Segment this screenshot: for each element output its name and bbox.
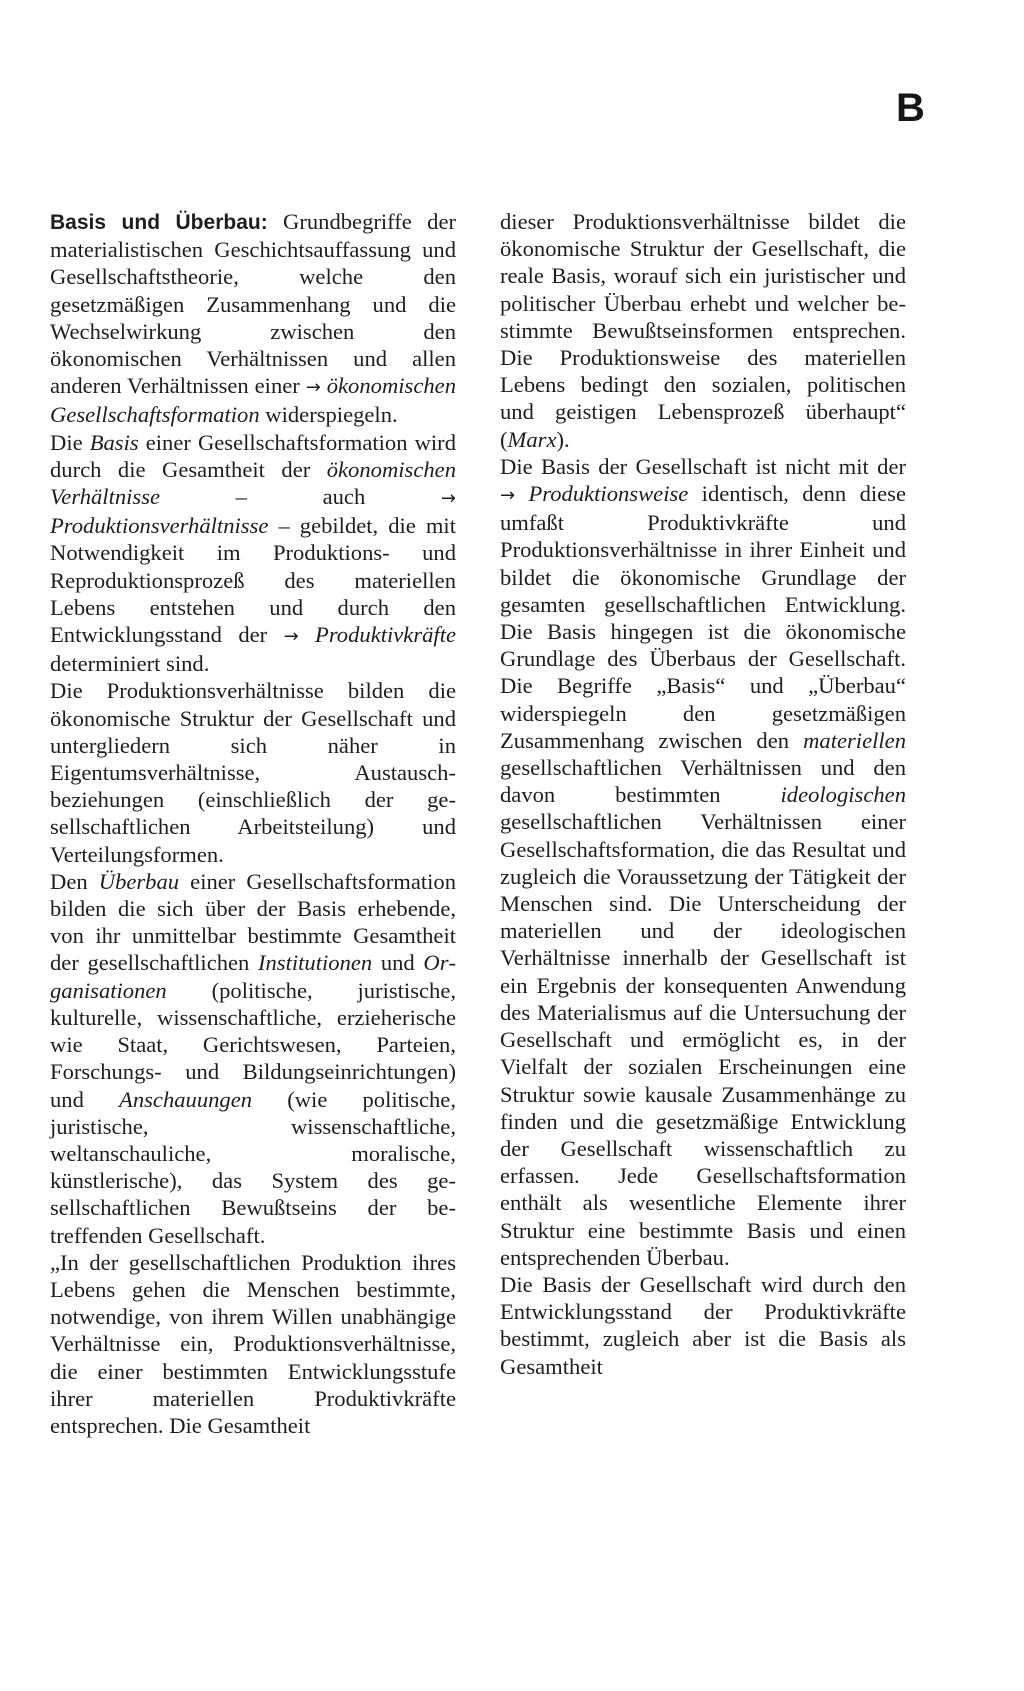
productive-forces-paragraph [500, 1271, 906, 1380]
text-run: und [372, 950, 424, 976]
production-relations-paragraph [50, 677, 456, 867]
section-letter: B [896, 86, 925, 130]
text-run: (politische, juristische, kulturelle, wissenschaftliche, erzieherische wie Staat, Gerichtswesen, Parteien, Forschungs- und Bildungseinrichtungen) und [50, 977, 456, 1112]
entry-term: Basis und Überbau: [50, 211, 268, 234]
text-run: (wie politische, juristische, wissenschaftliche, weltanschauliche, moralische, künstlerische), das System des gesellschaftlichen Bewußtseins der betreffenden Gesellschaft. [50, 1086, 456, 1248]
text-run: einer Gesellschaftsformation wird durch die Gesamtheit der [50, 429, 456, 482]
basis-paragraph [50, 429, 456, 678]
mode-of-production-paragraph [500, 453, 906, 1271]
text-run: Die [50, 429, 90, 455]
text-run: – auch [160, 484, 441, 510]
text-run: gesellschaftlichen Verhältnissen und den davon bestimmten [500, 755, 906, 808]
text-run: widerspiegeln. [259, 402, 398, 428]
text-run: determiniert sind. [50, 651, 210, 677]
cross-reference-link[interactable]: Produktivkräfte [315, 622, 457, 648]
emphasis-text: Marx [507, 426, 557, 452]
quotation-paragraph [50, 1249, 456, 1439]
text-run: Die Produktionsverhältnisse bilden die ökonomische Struktur der Gesellschaft und untergliedern sich näher in Eigentumsverhältnisse, Austauschbeziehungen (einschließlich der gesellschaftlichen Arbeitsteilung) und Verteilungsformen. [50, 678, 456, 867]
text-run: – gebildet, die mit Notwendigkeit im Produktions- und Reproduktionsprozeß des materiellen Lebens entstehen und durch den Entwicklungsstand der [50, 513, 456, 648]
text-run: identisch, denn diese umfaßt Produktivkräfte und Produktionsverhältnisse in ihrer Einheit und bildet die ökonomische Grundlage der gesamten gesellschaftlichen Entwicklung. Die Basis hingegen ist die ökonomische Grundlage des Überbaus der Gesellschaft. Die Begriffe „Basis“ und „Überbau“ widerspiegeln den gesetzmäßigen Zusammenhang zwischen den [500, 481, 906, 753]
entry-intro-paragraph [50, 208, 456, 429]
emphasis-text: Anschauungen [119, 1086, 253, 1112]
emphasis-text: Organisationen [50, 950, 457, 1003]
quotation-continuation-paragraph [500, 208, 906, 453]
cross-reference-arrow-icon: → [500, 485, 516, 507]
cross-reference-link[interactable]: ökonomischen Gesellschaftsformation [50, 373, 456, 428]
text-run: „In der gesellschaftlichen Produktion ihres Lebens gehen die Menschen bestimmte, notwendige, von ihrem Willen unabhängige Verhältnisse ein, Produktionsverhältnisse, die einer bestimmten Entwicklungsstufe ihrer materiellen Produktivkräfte entsprechen. Die Gesamtheit [50, 1249, 456, 1438]
text-run: ). [556, 426, 570, 452]
superstructure-paragraph [50, 868, 456, 1249]
cross-reference-arrow-icon: → [305, 377, 321, 399]
left-column [50, 208, 456, 1439]
emphasis-text: ideologischen [780, 782, 906, 808]
cross-reference-link[interactable]: Produktionsverhältnisse [50, 513, 269, 539]
text-run: Grundbegriffe der materialistischen Geschichtsauffassung und Gesellschaftstheorie, welche den gesetzmäßigen Zusammenhang und die Wechselwirkung zwischen den ökonomischen Verhältnissen und allen anderen Verhältnissen einer [50, 209, 456, 399]
text-run: Den [50, 868, 99, 894]
emphasis-text: materiellen [803, 727, 906, 753]
emphasis-text: Basis [89, 429, 139, 455]
cross-reference-arrow-icon: → [283, 626, 299, 648]
emphasis-text: Überbau [98, 868, 180, 894]
text-run: Die Basis der Gesellschaft ist nicht mit der [500, 453, 906, 479]
cross-reference-link[interactable]: Produktionsweise [528, 481, 689, 507]
text-run: dieser Produktionsverhältnisse bildet die ökonomische Struktur der Gesellschaft, die reale Basis, worauf sich ein juristischer und politischer Überbau erhebt und welcher bestimmte Bewußtseinsformen entsprechen. Die Produktionsweise des materiellen Lebens bedingt den sozialen, politischen und geistigen Lebensprozeß überhaupt“ ( [500, 209, 906, 452]
emphasis-text: Institutionen [257, 950, 373, 976]
text-run: einer Gesellschaftsformation bilden die sich über der Basis erhebende, von ihr unmittelbar bestimmte Gesamtheit der gesellschaftlichen [50, 868, 456, 976]
text-run: Die Basis der Gesellschaft wird durch den Entwicklungsstand der Produktivkräfte bestimmt, zugleich aber ist die Basis als Gesamtheit [500, 1271, 906, 1379]
emphasis-text: ökonomischen Verhältnisse [50, 456, 456, 510]
text-run: gesellschaftlichen Verhältnissen einer Gesellschaftsformation, die das Resultat und zugleich die Voraussetzung der Tätigkeit der Menschen sind. Die Unterscheidung der materiellen und der ideologischen Verhältnisse innerhalb der Gesellschaft ist ein Ergebnis der konsequenten Anwendung des Materialismus auf die Untersuchung der Gesellschaft und ermöglicht es, in der Vielfalt der sozialen Erscheinungen eine Struktur sowie kausale Zusammenhänge zu finden und die gesetzmäßige Entwicklung der Gesellschaft wissenschaftlich zu erfassen. Jede Gesellschaftsformation enthält als wesentliche Elemente ihrer Struktur eine bestimmte Basis und einen entsprechenden Überbau. [500, 809, 906, 1270]
right-column [500, 208, 906, 1380]
cross-reference-arrow-icon: → [440, 488, 456, 510]
